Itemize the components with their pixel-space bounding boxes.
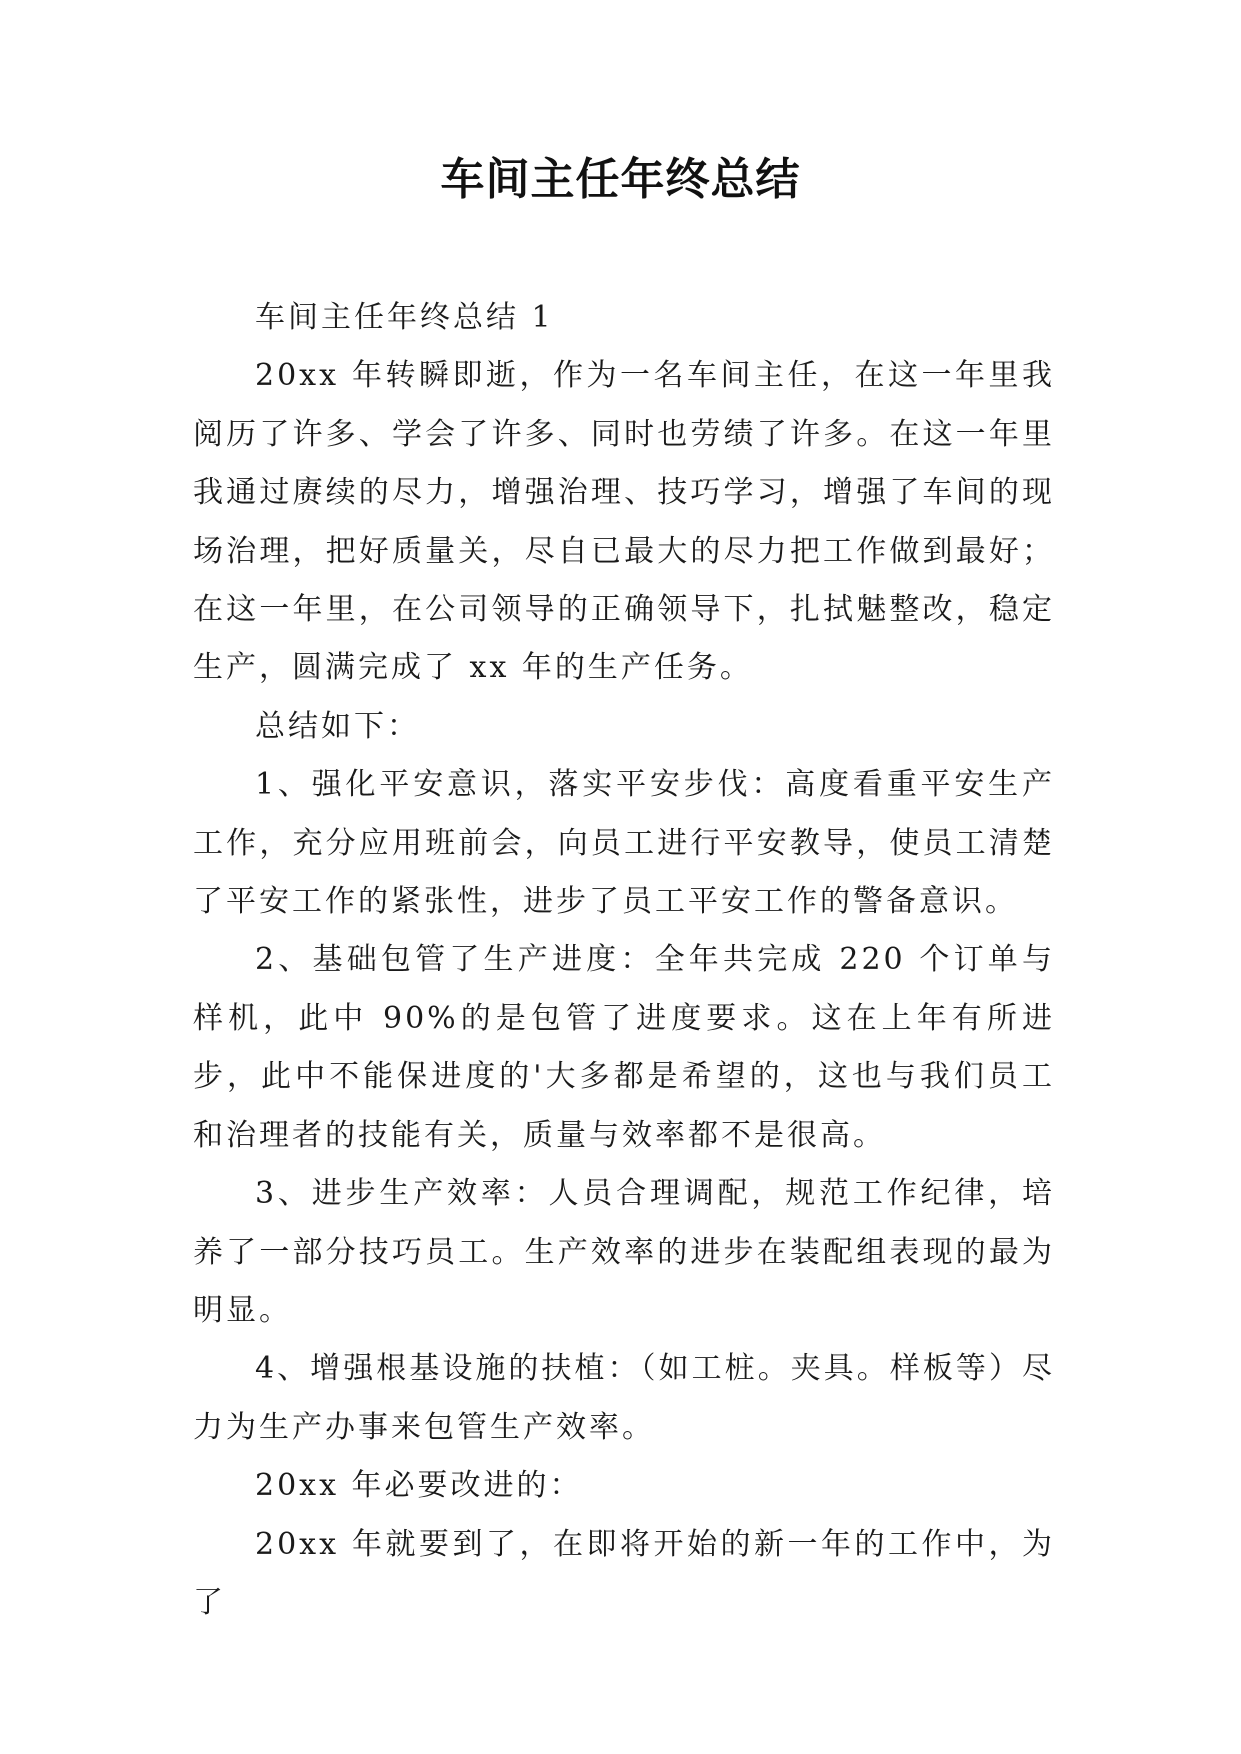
paragraph-improvements-lead: 20xx 年必要改进的： [255, 1468, 583, 1504]
document-title: 车间主任年终总结 [440, 154, 801, 205]
paragraph-summary-lead: 总结如下： [255, 708, 420, 744]
document-body [193, 289, 1055, 1632]
paragraph-item-3: 3、进步生产效率：人员合理调配，规范工作纪律，培养了一部分技巧员工。生产效率的进步在装配组表现的最为明显。 [193, 1176, 1055, 1328]
paragraph-item-4: 4、增强根基设施的扶植：（如工桩。夹具。样板等）尽力为生产办事来包管生产效率。 [193, 1351, 1055, 1445]
paragraph-intro: 20xx 年转瞬即逝，作为一名车间主任，在这一年里我阅历了许多、学会了许多、同时也劳绩了许多。在这一年里我通过赓续的尽力，增强治理、技巧学习，增强了车间的现场治理，把好质量关，尽自已最大的尽力把工作做到最好；在这一年里，在公司领导的正确领导下，扎拭魅整改，稳定生产，圆满完成了 xx 年的生产任务。 [193, 358, 1055, 686]
paragraph-next-year: 20xx 年就要到了，在即将开始的新一年的工作中，为了 [193, 1526, 1055, 1620]
paragraph-item-1: 1、强化平安意识，落实平安步伐：高度看重平安生产工作，充分应用班前会，向员工进行平安教导，使员工清楚了平安工作的紧张性，进步了员工平安工作的警备意识。 [193, 767, 1055, 920]
paragraph-item-2: 2、基础包管了生产进度：全年共完成 220 个订单与样机，此中 90%的是包管了进度要求。这在上年有所进步，此中不能保进度的'大多都是希望的，这也与我们员工和治理者的技能有关，质量与效率都不是很高。 [193, 942, 1055, 1153]
section-heading: 车间主任年终总结 1 [255, 300, 554, 335]
